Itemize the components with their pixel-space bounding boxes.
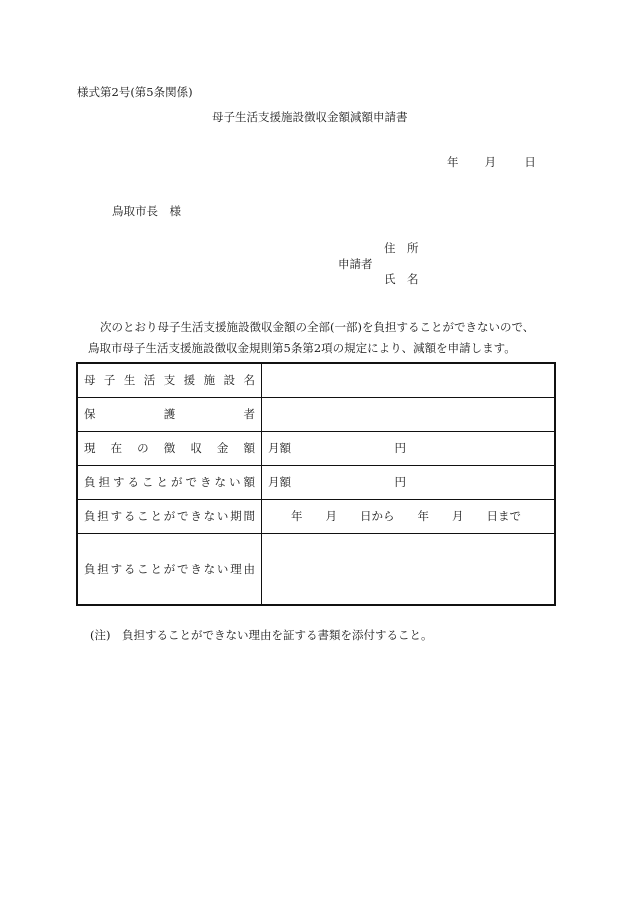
addressee: 鳥取市長 様 <box>112 204 181 218</box>
applicant-name-label: 氏 名 <box>384 272 419 286</box>
date-day: 日 <box>524 155 536 169</box>
row-value-current-amount[interactable]: 月額 円 <box>262 431 556 465</box>
row-label-current-amount: 現在の徴収金額 <box>77 431 262 465</box>
document-title: 母子生活支援施設徴収金額減額申請書 <box>212 110 408 124</box>
table-row <box>77 397 555 431</box>
row-value-guardian[interactable] <box>262 397 556 431</box>
form-number: 様式第2号(第5条関係) <box>77 85 193 99</box>
row-value-unpayable-reason[interactable] <box>262 533 556 605</box>
date-month: 月 <box>484 155 497 169</box>
date-line <box>447 155 536 169</box>
row-label-unpayable-reason: 負担することができない理由 <box>77 533 262 605</box>
row-label-guardian: 保護者 <box>77 397 262 431</box>
row-value-facility-name[interactable] <box>262 363 556 397</box>
table-row <box>77 465 555 499</box>
table-row <box>77 363 555 397</box>
application-form-table <box>76 362 556 606</box>
date-year: 年 <box>447 155 459 169</box>
body-text-line-1: 次のとおり母子生活支援施設徴収金額の全部(一部)を負担することができないので、 <box>100 320 535 334</box>
row-label-unpayable-amount: 負担することができない額 <box>77 465 262 499</box>
table-row <box>77 499 555 533</box>
row-label-facility-name: 母子生活支援施設名 <box>77 363 262 397</box>
applicant-address-label: 住 所 <box>384 241 419 255</box>
body-text-line-2: 鳥取市母子生活支援施設徴収金規則第5条第2項の規定により、減額を申請します。 <box>88 341 516 355</box>
row-value-unpayable-amount[interactable]: 月額 円 <box>262 465 556 499</box>
table-row <box>77 533 555 605</box>
table-row <box>77 431 555 465</box>
row-label-unpayable-period: 負担することができない期間 <box>77 499 262 533</box>
row-value-unpayable-period[interactable]: 年 月 日から 年 月 日まで <box>262 499 556 533</box>
applicant-label: 申請者 <box>338 257 373 271</box>
footnote: (注) 負担することができない理由を証する書類を添付すること。 <box>90 628 433 642</box>
